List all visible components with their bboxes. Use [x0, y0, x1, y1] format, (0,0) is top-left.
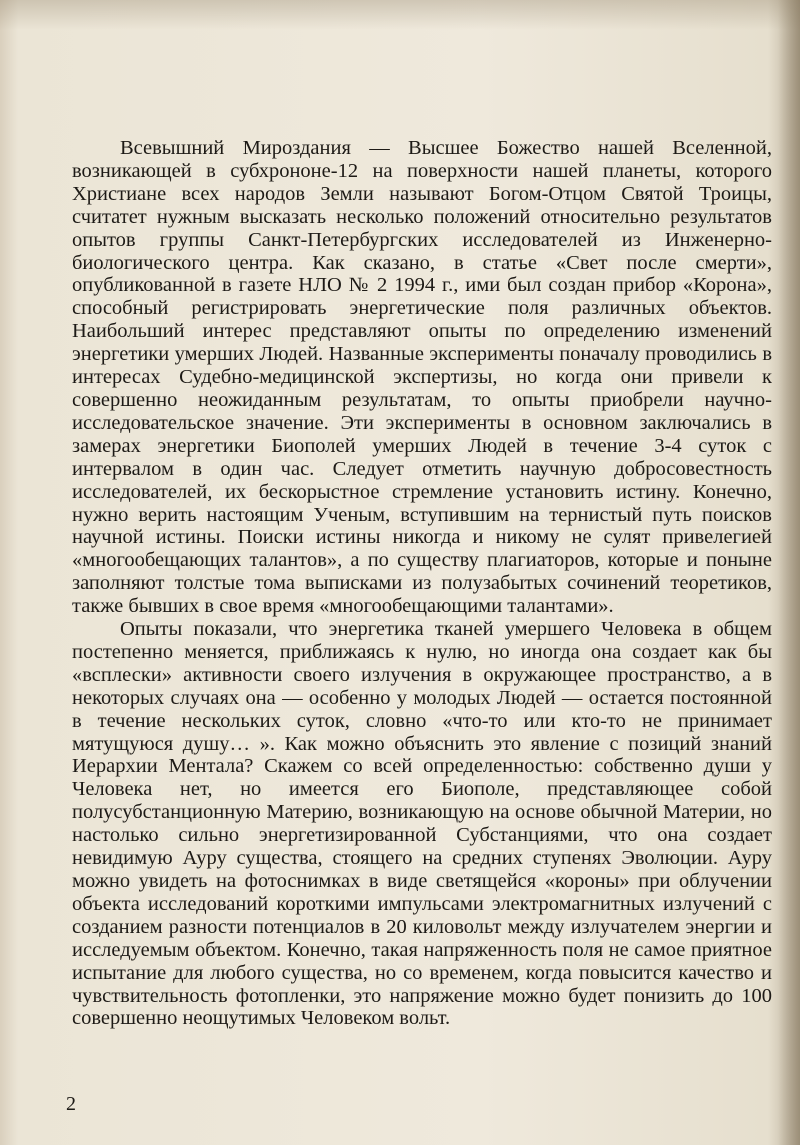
- paragraph-2: Опыты показали, что энергетика тканей умершего Человека в общем постепенно меняется, приближаясь к нулю, но иногда она создает как бы «всплески» активности своего излучения в окружающее пространство, а в некоторых случаях она — особенно у молодых Людей — остается постоянной в течение нескольких суток, словно «что-то или кто-то не принимает мятущуюся душу… ». Как можно объяснить это явление с позиций знаний Иерархии Ментала? Скажем со всей определенностью: собственно души у Человека нет, но имеется его Биополе, представляющее собой полусубстанционную Материю, возникающую на основе обычной Материи, но настолько сильно энергетизированной Субстанциями, что она создает невидимую Ауру существа, стоящего на средних ступенях Эволюции. Ауру можно увидеть на фотоснимках в виде светящейся «короны» при облучении объекта исследований короткими импульсами электромагнитных излучений с созданием разности потенциалов в 20 киловольт между излучателем энергии и исследуемым объектом. Конечно, такая напряженность поля не самое приятное испытание для любого существа, но со временем, когда повысится качество и чувствительность фотопленки, это напряжение можно будет понизить до 100 совершенно неощутимых Человеком вольт.: [72, 618, 772, 1030]
- paragraph-1: Всевышний Мироздания — Высшее Божество нашей Вселенной, возникающей в субхрононе-12 на поверхности нашей планеты, которого Христиане всех народов Земли называют Богом-Отцом Святой Троицы, считатет нужным высказать несколько положений относительно результатов опытов группы Санкт-Петербургских исследователей из Инженерно-биологического центра. Как сказано, в статье «Свет после смерти», опубликованной в газете НЛО № 2 1994 г., ими был создан прибор «Корона», способный регистрировать энергетические поля различных объектов. Наибольший интерес представляют опыты по определению изменений энергетики умерших Людей. Названные эксперименты поначалу проводились в интересах Судебно-медицинской экспертизы, но когда они привели к совершенно неожиданным результатам, то опыты приобрели научно-исследовательское значение. Эти эксперименты в основном заключались в замерах энергетики Биополей умерших Людей в течение 3-4 суток с интервалом в один час. Следует отметить научную добросовестность исследователей, их бескорыстное стремление установить истину. Конечно, нужно верить настоящим Ученым, вступившим на тернистый путь поисков научной истины. Поиски истины никогда и никому не сулят привелегией «многообещающих талантов», а по существу плагиаторов, которые и поныне заполняют толстые тома выписками из полузабытых сочинений теоретиков, также бывших в свое время «многообещающими талантами».: [72, 137, 772, 618]
- body-text: [72, 137, 772, 1030]
- page-number: 2: [66, 1093, 76, 1115]
- scan-top-shadow: [0, 0, 800, 30]
- scan-binding-shadow: [778, 0, 800, 1145]
